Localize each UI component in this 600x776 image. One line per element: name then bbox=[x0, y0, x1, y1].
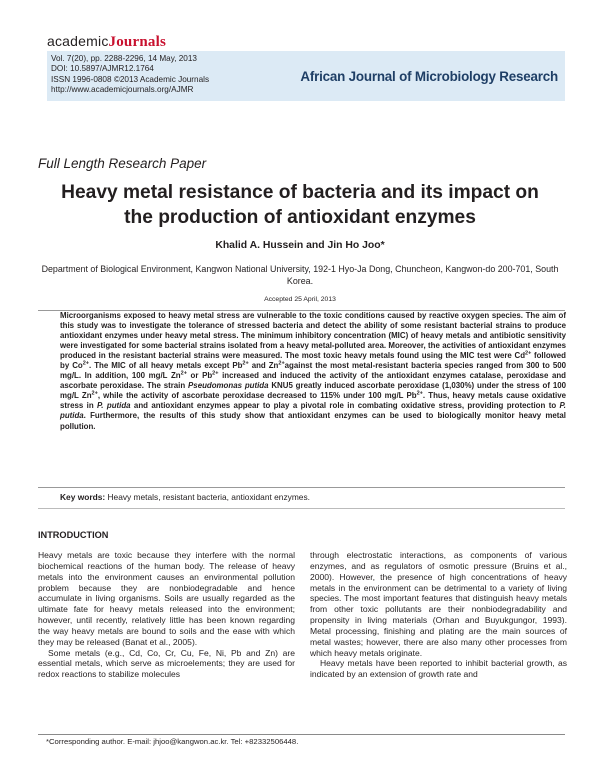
article-type: Full Length Research Paper bbox=[38, 156, 207, 171]
publisher-logo bbox=[47, 33, 166, 51]
section-heading-introduction: INTRODUCTION bbox=[38, 530, 109, 540]
keywords-divider bbox=[38, 508, 565, 509]
title-line-1: Heavy metal resistance of bacteria and its impact on bbox=[61, 182, 539, 203]
journal-name: African Journal of Microbiology Research bbox=[300, 69, 558, 84]
publisher-logo-part1: academic bbox=[47, 33, 109, 49]
keywords-text: Heavy metals, resistant bacteria, antioxidant enzymes. bbox=[105, 492, 310, 502]
paragraph: Heavy metals are toxic because they interfere with the normal biochemical reactions of the human body. The release of heavy metals into the environment causes an environmental pollution problem because they are nonbiodegradable and hence accumulate in living organisms. Soils are usually regarded as the ultimate fate for heavy metals released into the environment; however, until recently, relatively little has been known regarding the way heavy metals are bound to soils and the ease with which they may be released (Banat et al., 2005). bbox=[38, 550, 295, 647]
paragraph: Heavy metals have been reported to inhibit bacterial growth, as indicated by an extension of growth rate and bbox=[310, 658, 567, 680]
title-line-2: the production of antioxidant enzymes bbox=[124, 207, 476, 228]
journal-url-link[interactable]: http://www.academicjournals.org/AJMR bbox=[51, 85, 194, 95]
authors: Khalid A. Hussein and Jin Ho Joo* bbox=[215, 240, 385, 251]
corresponding-author-footnote: *Corresponding author. E-mail: jhjoo@kangwon.ac.kr. Tel: +82332506448. bbox=[46, 737, 299, 746]
doi-line: DOI: 10.5897/AJMR12.1764 bbox=[51, 64, 154, 74]
paper-title bbox=[0, 180, 600, 230]
footnote-divider bbox=[38, 734, 565, 735]
affiliation: Department of Biological Environment, Kangwon National University, 192-1 Hyo-Ja Dong, Chuncheon, Kangwon-do 200-701, South Korea. bbox=[41, 264, 559, 286]
issn-line: ISSN 1996-0808 ©2013 Academic Journals bbox=[51, 74, 210, 84]
header-band bbox=[47, 51, 565, 101]
publication-meta bbox=[47, 54, 209, 96]
body-column-right bbox=[310, 550, 567, 680]
publisher-logo-part2: Journals bbox=[108, 34, 166, 50]
body-column-left bbox=[38, 550, 295, 680]
paragraph: Some metals (e.g., Cd, Co, Cr, Cu, Fe, Ni, Pb and Zn) are essential metals, which serve as microelements; they are used for redox reactions to stabilize molecules bbox=[38, 647, 295, 680]
volume-line: Vol. 7(20), pp. 2288-2296, 14 May, 2013 bbox=[51, 54, 197, 63]
abstract: Microorganisms exposed to heavy metal stress are vulnerable to the toxic conditions caused by reactive oxygen species. The aim of this study was to investigate the tolerance of stressed bacteria and detect the ability of some resistant bacterial strains to produce antioxidant enzymes under heavy metal stress. The minimum inhibitory concentration (MIC) of heavy metals and antibiotic sensitivity were investigated for some bacterial strains isolated from a heavy metal-polluted area. Moreover, the activities of antioxidant enzymes produced in the resistant bacterial strains were measured. The most toxic heavy metals found using the MIC test were $Cd^{2+}$ followed by $Co^{2+}$. The MIC of all heavy metals except $Pb^{2+}$ and $Zn^{2+}against$ the most metal-resistant bacteria species ranged from 300 to 500 mg/L. In addition, 100 mg/L $Zn^{2+}$ or $Pb^{2+}$ increased and induced the activity of the antioxidant enzymes catalase, peroxidase and ascorbate peroxidase. The strain Pseudomonas putida KNU5 greatly induced ascorbate peroxidase (1,030%) under the stress of 100 mg/L $Zn^{2+}$, while the activity of ascorbate peroxidase decreased to 115% under 100 mg/L $Pb^{2+}$. Thus, heavy metals cause oxidative stress in P. putida and antioxidant enzymes appear to play a pivotal role in combating oxidative stress, providing protection to P. putida. Furthermore, the results of this study show that antioxidant enzymes can be used to biologically monitor heavy metal pollution. bbox=[60, 311, 567, 431]
keywords bbox=[60, 492, 310, 502]
paragraph: through electrostatic interactions, as components of various enzymes, and as regulators of osmotic pressure (Bruins et al., 2000). However, the presence of high concentrations of heavy metals in the environment can be detrimental to a variety of living species. The most important features that distinguish heavy metals from other toxic pollutants are their nonbiodegradability and propensity in living materials (Orhan and Buyukgungor, 1993). Metal processing, finishing and plating are the main sources of metal wastes; however, there are also many other processes from which heavy metals originate. bbox=[310, 550, 567, 658]
accepted-date: Accepted 25 April, 2013 bbox=[264, 296, 336, 303]
keywords-label: Key words: bbox=[60, 492, 106, 502]
